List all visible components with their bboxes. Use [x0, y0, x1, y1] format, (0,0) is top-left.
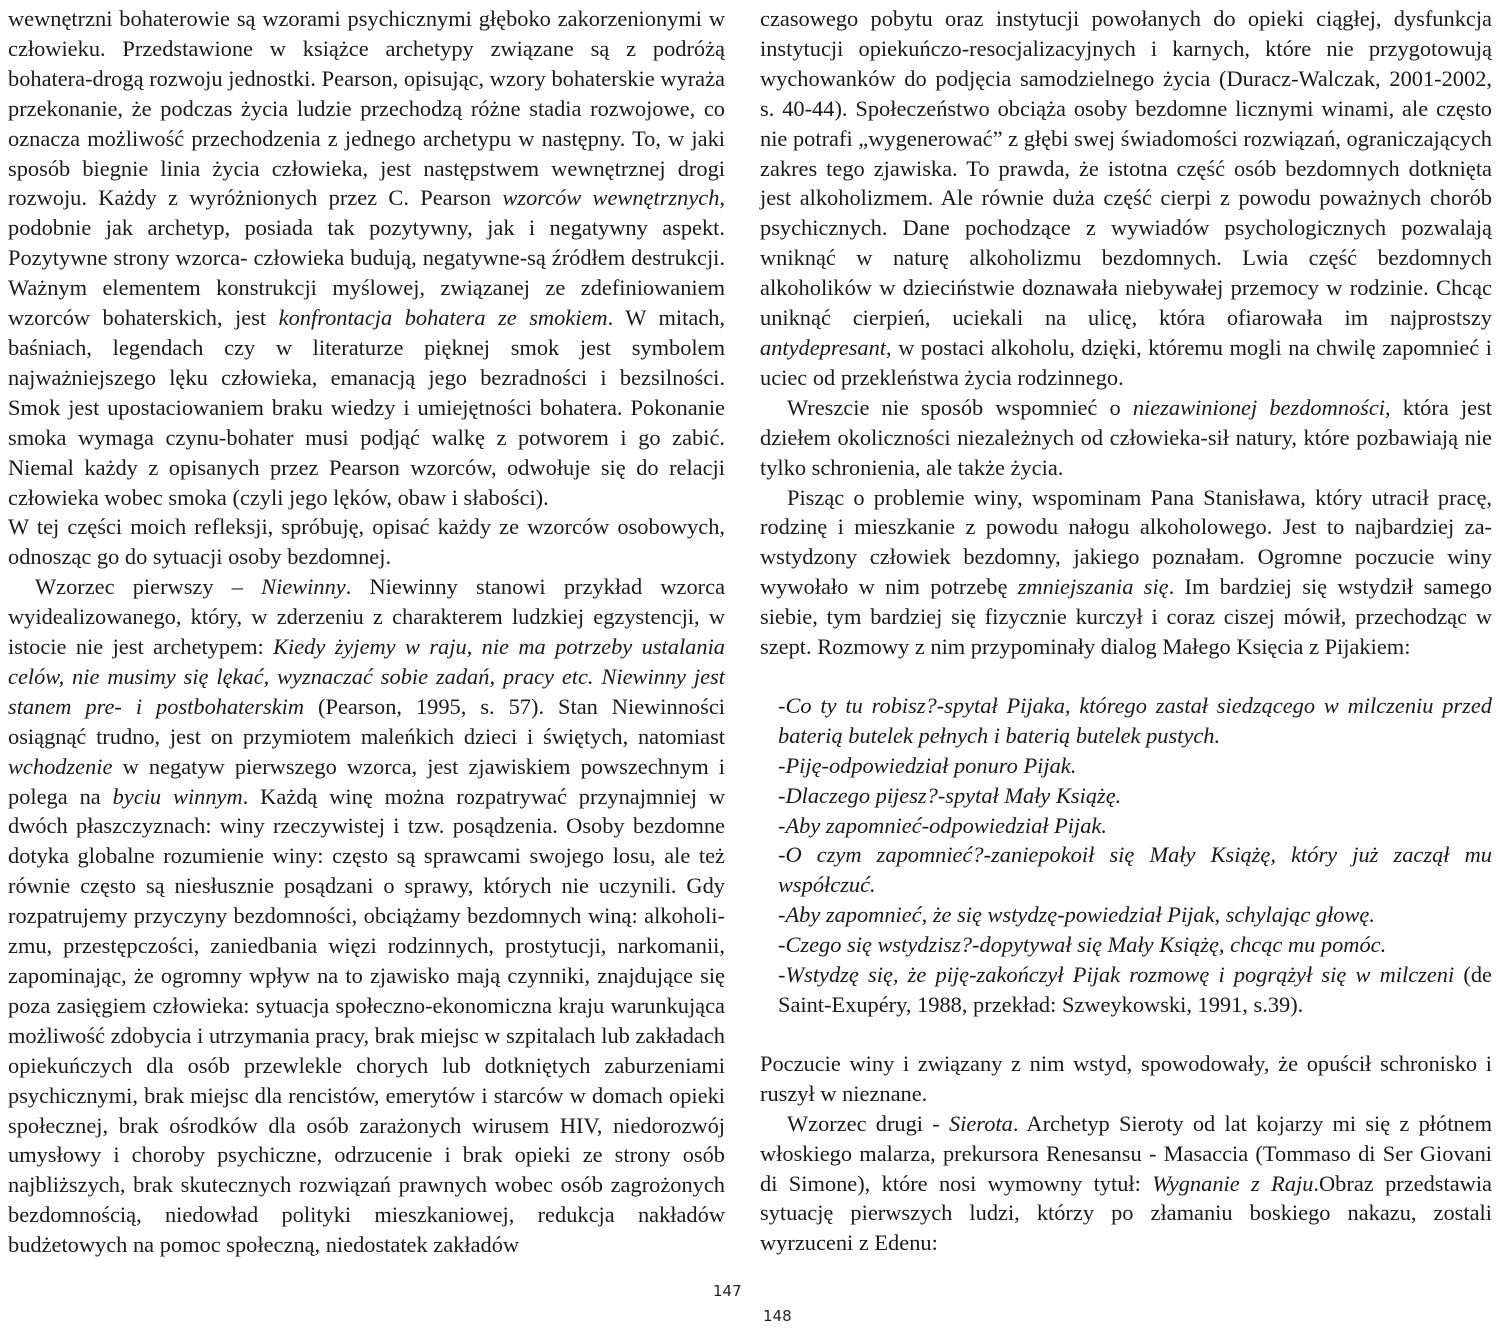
- dialog-citation: (de Saint-Exupéry, 1988, przekład: Szweykowski, 1991, s.39).: [778, 962, 1492, 1017]
- paragraph: [760, 1109, 1492, 1259]
- text-run: w negatyw pierwszego wzorca, jest zjawiskiem powszechnym i polega na: [8, 753, 725, 809]
- dialog-line: [778, 900, 1492, 930]
- dialog-line: [778, 960, 1492, 1020]
- dialog-text: -Aby zapomnieć, że się wstydzę-powiedział Pijak, schylając głowę.: [778, 902, 1375, 928]
- text-run: . W mitach, baśniach, legendach czy w literaturze pięknej smok jest symbolem najważniejszego lęku człowieka, emanacją jego bezradności i bezsilności. Smok jest upostaciowaniem braku wiedzy i umiejętności bohatera. Pokonanie smoka wymaga czynu-bohater musi podjąć walkę z potworem i go zabić. Niemal każdy z opisanych przez Pearson wzorców, odwołuje się do relacji człowieka wobec smoka (czyli jego lęków, obaw i słabości).: [8, 305, 725, 510]
- paragraph: [8, 512, 725, 572]
- dialog-line: [778, 781, 1492, 811]
- text-run: Wreszcie nie sposób wspomnieć o: [787, 394, 1133, 420]
- paragraph: [760, 483, 1492, 662]
- paragraph: [760, 393, 1492, 483]
- text-run: Wzorzec pierwszy –: [35, 574, 262, 600]
- paragraph: [760, 4, 1492, 393]
- dialog-text: -Piję-odpowiedział ponuro Pijak.: [778, 752, 1077, 778]
- dialog-text: -Dlaczego pijesz?-spytał Mały Książę.: [778, 782, 1122, 808]
- dialog-line: [778, 930, 1492, 960]
- text-run: , podobnie jak archetyp, posiada tak pozytywny, jak i negatywny aspekt. Pozytywne strony wzorca- człowieka budują, negatywne-są źródłem destrukcji. Ważnym elementem konstrukcji myślowej, związanej ze zdefiniowaniem wzorców bohaterskich, jest: [8, 185, 725, 331]
- page-number-right: 148: [763, 1307, 792, 1325]
- text-run: (Pearson, 1995, s. 57). Stan Niewinności osiągnąć trudno, jest on przymiotem maleńkich dzieci i świętych, natomiast: [8, 693, 725, 749]
- italic-text: byciu winnym: [112, 783, 243, 809]
- text-run: . Każdą winę można rozpatrywać przynajmniej w dwóch płaszczyznach: winy rzeczywistej i tzw. posądzenia. Osoby bezdomne dotyka globalne rozumienie winy: często są sprawcami swojego losu, ale też równie często są niesłusznie posądzani o sprawy, których nie uczynili. Gdy rozpatrujemy przyczyny bezdomności, obciążamy bezdomnych winą: alkoholizmu, przestępczości, zaniedbania więzi rodzinnych, prostytucji, narkomanii, zapominając, że ogromny wpływ na to zjawisko mają czynniki, znajdujące się poza zasięgiem człowieka: sytuacja społeczno-ekonomiczna kraju warunkująca możliwość zdobycia i utrzymania pracy, brak miejsc w szpitalach lub zakładach opiekuńczych dla osób przewlekle chorych lub dotkniętych zaburzeniami psychicznymi, brak miejsc dla rencistów, emerytów i starców w domach opieki społecznej, brak ośrodków dla osób zarażonych wirusem HIV, niedorozwój umysłowy i choroby psychiczne, odrzucenie i brak opieki ze strony osób najbliższych, brak skutecznych rozwiązań prawnych wobec osób zagrożonych bezdomnością, niedowład polityki mieszkaniowej, redukcja nakładów budżetowych na pomoc społeczną, niedostatek zakładów: [8, 783, 725, 1258]
- italic-text: Wygnanie z Raju: [1152, 1170, 1314, 1196]
- text-run: , która jest dziełem okoliczności niezależnych od człowieka-sił natury, które pozbawiają nie tylko schronienia, ale także życia.: [760, 394, 1493, 480]
- paragraph: [8, 572, 725, 1260]
- italic-text: konfrontacja bohatera ze smokiem: [278, 305, 608, 331]
- dialog-text: -Wstydzę się, że piję-zakończył Pijak rozmowę i pogrążył się w milczeni: [778, 962, 1455, 988]
- italic-text: antydepresant: [760, 334, 887, 360]
- right-page-paragraphs-before: [760, 4, 1492, 662]
- italic-text: zmniejszania się: [1017, 574, 1169, 600]
- italic-text: niezawinionej bezdomności: [1132, 394, 1386, 420]
- text-run: W tej części moich refleksji, spróbuję, opisać każdy ze wzorców osobowych, odnosząc go do sytuacji osoby bezdomnej.: [8, 514, 725, 570]
- paragraph: [760, 1049, 1492, 1109]
- dialog-text: -Czego się wstydzisz?-dopytywał się Mały Książę, chcąc mu pomóc.: [778, 932, 1387, 958]
- italic-text: Sierota: [948, 1110, 1013, 1136]
- dialog-line: [778, 691, 1492, 751]
- text-run: .Obraz przedstawia sytuację pierwszych ludzi, którzy po złamaniu boskiego nakazu, zostali wyrzuceni z Edenu:: [760, 1170, 1492, 1256]
- right-page-text: [760, 4, 1492, 1258]
- left-page-paragraphs: [8, 4, 725, 1260]
- dialog-line: [778, 811, 1492, 841]
- paragraph: [8, 4, 725, 512]
- right-page-paragraphs-after: [760, 1049, 1492, 1258]
- dialog-line: [778, 751, 1492, 781]
- text-run: Wzorzec drugi -: [787, 1110, 949, 1136]
- left-page-text: [8, 4, 725, 1260]
- dialog-text: -Co ty tu robisz?-spytał Pijaka, którego zastał siedzącego w milczeniu przed baterią butelek pełnych i baterią butelek pustych.: [778, 692, 1492, 748]
- italic-text: wzorców wewnętrznych: [502, 185, 720, 211]
- italic-text: Niewinny: [261, 574, 346, 600]
- text-run: , w postaci alkoholu, dzięki, któremu mogli na chwilę zapomnieć i uciec od przekleństwa życia rodzinnego.: [760, 334, 1492, 390]
- text-run: . Archetyp Sieroty od lat kojarzy mi się z płótnem włoskiego malarza, prekursora Renesansu - Masaccia (Tommaso di Ser Giovani di Simone), które nosi wymowny tytuł:: [760, 1110, 1492, 1196]
- quoted-dialog: [778, 691, 1492, 1020]
- text-run: . Im bardziej się wstydził samego siebie, tym bardziej się fizycznie kurczył i coraz ciszej mówił, przechodząc w szept. Rozmowy z nim przypominały dialog Małego Księcia z Pijakiem:: [760, 574, 1492, 660]
- text-run: Poczucie winy i związany z nim wstyd, spowodowały, że opuścił schronisko i ruszył w nieznane.: [760, 1050, 1492, 1106]
- italic-text: Kiedy żyjemy w raju, nie ma potrzeby ustalania celów, nie musimy się lękać, wyznaczać sobie zadań, pracy etc. Niewinny jest stanem pre- i postbohaterskim: [8, 634, 725, 719]
- text-run: czasowego pobytu oraz instytucji powołanych do opieki ciągłej, dysfunkcja instytucji opiekuńczo-resocjalizacyjnych i karnych, które nie przygotowują wychowanków do podjęcia samodzielnego życia (Duracz-Walczak, 2001-2002, s. 40-44). Społeczeństwo obciąża osoby bezdomne licznymi winami, ale często nie potrafi „wygenerować” z głębi swej świadomości rozwiązań, ograniczających zakres tego zjawiska. To prawda, że istotna część osób bezdomnych dotknięta jest alkoholizmem. Ale równie duża część cierpi z powodu poważnych chorób psychicznych. Dane pochodzące z wywiadów psychologicznych pozwalają wniknąć w naturę alkoholizmu bezdomnych. Lwia część bezdomnych alkoholików w dzieciństwie doznawała niebywałej przemocy w rodzinie. Chcąc uniknąć cierpień, uciekali na ulicę, która ofiarowała im najprostszy: [760, 6, 1492, 331]
- dialog-line: [778, 840, 1492, 900]
- italic-text: wchodzenie: [8, 753, 113, 779]
- text-run: . Niewinny stanowi przykład wzorca wyidealizowanego, który, w zderzeniu z charakterem ludzkiej egzystencji, w istocie nie jest archetypem:: [8, 574, 726, 660]
- text-run: wewnętrzni bohaterowie są wzorami psychicznymi głęboko zakorzenionymi w człowieku. Przedstawione w książce archetypy związane są z podróżą bohatera-drogą rozwoju jednostki. Pearson, opisując, wzory bohaterskie wyraża przekonanie, że podczas życia ludzie przechodzą różne stadia rozwojowe, co oznacza możliwość przechodzenia z jednego archetypu w następny. To, w jaki sposób biegnie linia życia człowieka, jest następstwem wewnętrznej drogi rozwoju. Każdy z wyróżnionych przez C. Pearson: [8, 6, 725, 211]
- dialog-text: -Aby zapomnieć-odpowiedział Pijak.: [778, 812, 1107, 838]
- text-run: Pisząc o problemie winy, wspominam Pana Stanisława, który utracił pracę, rodzinę i mieszkanie z powodu nałogu alkoholowego. Jest to najbardziej zawstydzony człowiek bezdomny, jakiego poznałam. Ogromne poczucie winy wywołało w nim potrzebę: [760, 484, 1492, 600]
- dialog-text: -O czym zapomnieć?-zaniepokoił się Mały Książę, który już zaczął mu współczuć.: [778, 842, 1492, 898]
- page-number-left: 147: [713, 1282, 742, 1300]
